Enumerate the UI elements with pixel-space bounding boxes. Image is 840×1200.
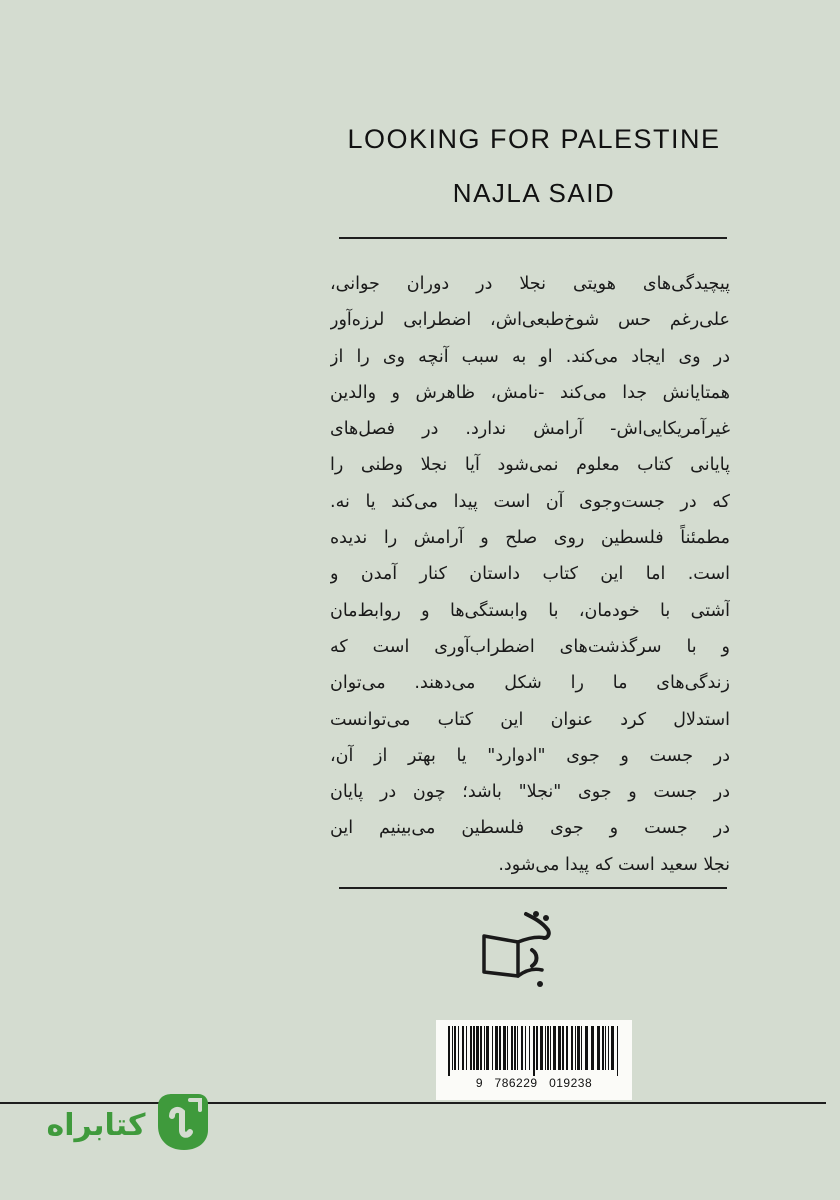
blurb-line: پیچیدگی‌های هویتی نجلا در دوران جوانی، xyxy=(330,274,730,294)
barcode-bar xyxy=(571,1026,573,1070)
barcode-bar xyxy=(525,1026,526,1070)
barcode-bar xyxy=(550,1026,551,1070)
barcode-bar xyxy=(529,1026,530,1070)
barcode-bar xyxy=(492,1026,493,1070)
barcode-bar xyxy=(507,1026,508,1070)
barcode-bar xyxy=(486,1026,489,1070)
barcode-bar xyxy=(617,1026,618,1076)
isbn-barcode xyxy=(436,1020,632,1100)
barcode-bar xyxy=(473,1026,475,1070)
barcode-bar xyxy=(597,1026,600,1070)
barcode-bar xyxy=(533,1026,535,1076)
blurb-line: در وی ایجاد می‌کند. او به سبب آنچه وی را از xyxy=(330,346,730,367)
barcode-bar xyxy=(448,1026,450,1076)
blurb-line: است. اما این کتاب داستان کنار آمدن و xyxy=(330,564,730,585)
barcode-bar xyxy=(611,1026,614,1070)
barcode-bar xyxy=(514,1026,516,1070)
barcode-bar xyxy=(536,1026,538,1070)
blurb-line: مطمئناً فلسطین روی صلح و آرامش را ندیده xyxy=(330,528,730,549)
barcode-bar xyxy=(466,1026,467,1070)
barcode-bar xyxy=(553,1026,556,1070)
blurb-line: پایانی کتاب معلوم نمی‌شود آیا نجلا وطنی را xyxy=(330,455,730,476)
barcode-bar xyxy=(470,1026,472,1070)
blurb-line: استدلال کرد عنوان این کتاب می‌توانست xyxy=(330,709,730,730)
blurb-line: که در جست‌وجوی آن است پیدا می‌کند یا نه. xyxy=(330,491,730,512)
barcode-bar xyxy=(462,1026,464,1070)
english-author: NAJLA SAID xyxy=(452,178,616,208)
barcode-bar xyxy=(503,1026,506,1070)
barcode-bar xyxy=(454,1026,456,1070)
isbn-number: 9 786229 019238 xyxy=(475,1076,593,1090)
barcode-bar xyxy=(499,1026,501,1070)
blurb-line: در جست و جوی "نجلا" باشد؛ چون در پایان xyxy=(330,782,730,803)
barcode-bar xyxy=(608,1026,609,1070)
blurb-line: در جست و جوی "ادوارد" یا بهتر از آن، xyxy=(330,745,730,766)
barcode-bar xyxy=(575,1026,576,1070)
blurb-line: نجلا سعید است که پیدا می‌شود. xyxy=(498,854,730,875)
barcode-bar xyxy=(547,1026,549,1070)
barcode-bar xyxy=(495,1026,498,1070)
blurb-line: آشتی با خودمان، با وابستگی‌ها و روابط‌مان xyxy=(330,600,730,621)
barcode-bar xyxy=(585,1026,588,1070)
top-divider xyxy=(339,237,727,239)
barcode-bar xyxy=(562,1026,564,1070)
barcode-bar xyxy=(545,1026,546,1070)
barcode-bar xyxy=(476,1026,479,1070)
english-title: LOOKING FOR PALESTINE xyxy=(347,124,721,154)
blurb-line: زندگی‌های ما را شکل می‌دهند. می‌توان xyxy=(330,673,730,694)
barcode-bar xyxy=(484,1026,485,1070)
barcode-bar xyxy=(511,1026,513,1070)
open-book-icon xyxy=(476,908,558,988)
blurb-line: علی‌رغم حس شوخ‌طبعی‌اش، اضطرابی لرزه‌آور xyxy=(330,310,730,331)
barcode-bar xyxy=(581,1026,582,1070)
barcode-bar xyxy=(540,1026,543,1070)
barcode-bar xyxy=(602,1026,604,1070)
bottom-divider xyxy=(339,887,727,889)
blurb-line: غیرآمریکایی‌اش- آرامش ندارد. در فصل‌های xyxy=(330,419,730,440)
barcode-bar xyxy=(458,1026,459,1070)
watermark-text: کتابراه xyxy=(46,1108,146,1143)
barcode-bar xyxy=(558,1026,561,1070)
blurb-line: در جست و جوی فلسطین می‌بینیم این xyxy=(330,818,730,839)
barcode-bar xyxy=(480,1026,482,1070)
ketabrah-watermark xyxy=(40,1090,210,1154)
barcode-bars xyxy=(446,1026,622,1076)
publisher-logo xyxy=(476,908,558,988)
barcode-bar xyxy=(591,1026,594,1070)
blurb-text xyxy=(330,266,730,883)
ketabrah-logo-icon xyxy=(152,1090,210,1152)
barcode-bar xyxy=(566,1026,568,1070)
barcode-bar xyxy=(517,1026,518,1070)
blurb-line: همتایانش جدا می‌کند -نامش، ظاهرش و والدین xyxy=(330,382,730,403)
barcode-bar xyxy=(521,1026,523,1070)
barcode-bar xyxy=(577,1026,580,1070)
blurb-line: و با سرگذشت‌های اضطراب‌آوری است که xyxy=(330,636,730,657)
barcode-bar xyxy=(452,1026,453,1070)
barcode-bar xyxy=(605,1026,606,1070)
